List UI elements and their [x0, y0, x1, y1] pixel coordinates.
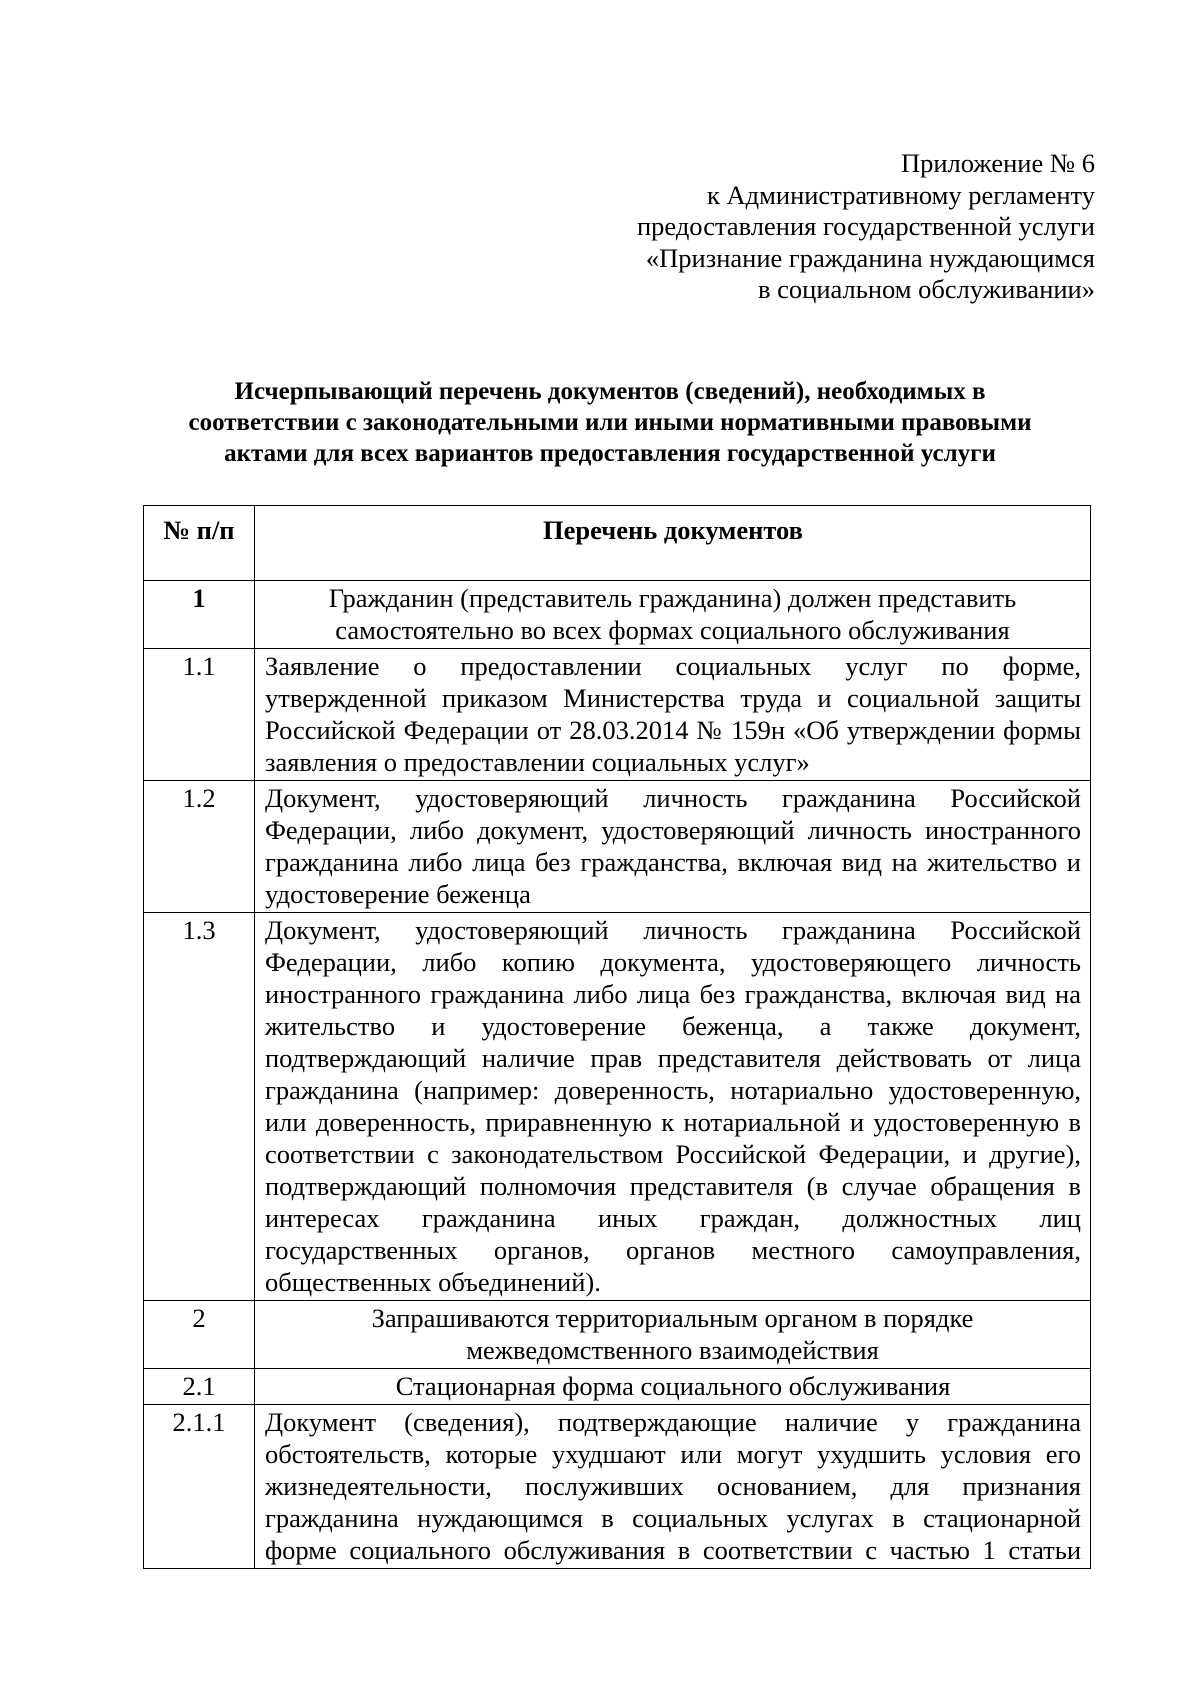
row-number: 2 — [144, 1301, 255, 1369]
row-text: Документ, удостоверяющий личность гражданина Российской Федерации, либо документ, удостоверяющий личность иностранного гражданина либо лица без гражданства, включая вид на жительство и удостоверение беженца — [255, 781, 1091, 913]
documents-table — [143, 505, 1091, 1569]
table-header-row — [144, 506, 1091, 581]
title-line: соответствии с законодательными или иными нормативными правовыми — [188, 409, 1032, 436]
appendix-line: «Признание гражданина нуждающимся — [645, 242, 1095, 273]
row-text: Заявление о предоставлении социальных услуг по форме, утвержденной приказом Министерства труда и социальной защиты Российской Федерации от 28.03.2014 № 159н «Об утверждении формы заявления о предоставлении социальных услуг» — [255, 649, 1091, 781]
row-number: 1.1 — [144, 649, 255, 781]
row-text: Запрашиваются территориальным органом в порядке межведомственного взаимодействия — [255, 1301, 1091, 1369]
title-line: актами для всех вариантов предоставления государственной услуги — [224, 440, 996, 467]
appendix-note — [637, 148, 1095, 306]
appendix-line: Приложение № 6 — [900, 148, 1095, 178]
row-text: Документ (сведения), подтверждающие наличие у гражданина обстоятельств, которые ухудшают или могут ухудшить условия его жизнедеятельности, послуживших основанием, для признания гражданина нуждающимся в социальных услугах в стационарной форме социального обслуживания в соответствии с частью 1 статьи — [255, 1405, 1091, 1569]
appendix-line: в социальном обслуживании» — [758, 274, 1095, 304]
table-row — [144, 649, 1091, 781]
header-documents: Перечень документов — [255, 506, 1091, 581]
row-number: 1.2 — [144, 781, 255, 913]
table-row — [144, 913, 1091, 1301]
row-number: 2.1 — [144, 1369, 255, 1405]
row-text: Документ, удостоверяющий личность гражданина Российской Федерации, либо копию документа, удостоверяющего личность иностранного гражданина либо лица без гражданства, включая вид на жительство и удостоверение беженца, а также документ, подтверждающий наличие прав представителя действовать от лица гражданина (например: доверенность, нотариально удостоверенную, или доверенность, приравненную к нотариальной и удостоверенную в соответствии с законодательством Российской Федерации, и другие), подтверждающий полномочия представителя (в случае обращения в интересах гражданина иных граждан, должностных лиц государственных органов, органов местного самоуправления, общественных объединений). — [255, 913, 1091, 1301]
row-number: 1 — [144, 581, 255, 649]
header-number: № п/п — [144, 506, 255, 581]
row-text: Гражданин (представитель гражданина) должен представить самостоятельно во всех формах социального обслуживания — [255, 581, 1091, 649]
row-text: Стационарная форма социального обслуживания — [255, 1369, 1091, 1405]
table-row — [144, 1369, 1091, 1405]
table-row — [144, 781, 1091, 913]
row-number: 1.3 — [144, 913, 255, 1301]
table-row — [144, 1301, 1091, 1369]
appendix-line: к Административному регламенту — [707, 179, 1095, 210]
table-row — [144, 1405, 1091, 1569]
title-line: Исчерпывающий перечень документов (сведений), необходимых в — [234, 378, 986, 405]
document-title — [140, 376, 1080, 469]
table-row — [144, 581, 1091, 649]
appendix-line: предоставления государственной услуги — [636, 211, 1095, 241]
row-number: 2.1.1 — [144, 1405, 255, 1569]
